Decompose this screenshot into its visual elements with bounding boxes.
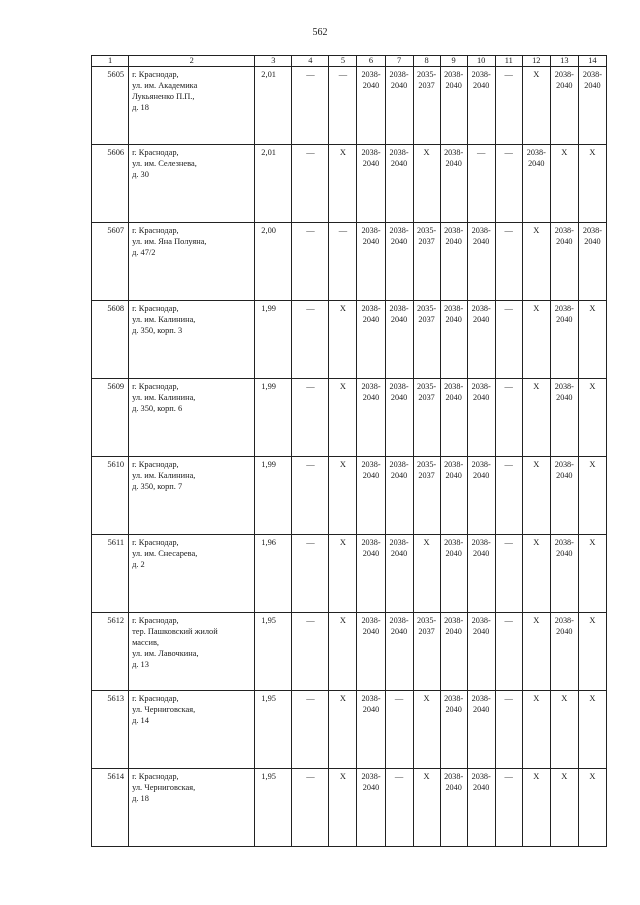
- row-number: 5608: [92, 301, 129, 379]
- cell-col-7: 2038-2040: [385, 457, 413, 535]
- cell-col-10: 2038-2040: [467, 223, 495, 301]
- address-line: ул. им. Калинина,: [132, 315, 196, 324]
- address-line: ул. им. Лавочкина,: [132, 649, 199, 658]
- row-number: 5610: [92, 457, 129, 535]
- cell-col-5: X: [329, 613, 357, 691]
- cell-col-4: —: [292, 613, 329, 691]
- cell-col-13: X: [550, 145, 578, 223]
- address-line: д. 30: [132, 170, 149, 179]
- cell-col-5: —: [329, 67, 357, 145]
- address-cell: [129, 67, 255, 145]
- cell-col-9: 2038-2040: [440, 691, 467, 769]
- cell-col-7: —: [385, 691, 413, 769]
- cell-col-9: 2038-2040: [440, 457, 467, 535]
- cell-col-9: 2038-2040: [440, 67, 467, 145]
- cell-col-13: X: [550, 691, 578, 769]
- address-cell: [129, 613, 255, 691]
- row-number: 5614: [92, 769, 129, 847]
- cell-col-10: 2038-2040: [467, 379, 495, 457]
- address-line: тер. Пашковский жилой: [132, 627, 218, 636]
- column-header-6: 6: [357, 56, 385, 67]
- cell-col-14: X: [578, 769, 606, 847]
- cell-col-10: 2038-2040: [467, 691, 495, 769]
- cell-col-12: X: [522, 301, 550, 379]
- cell-col-13: 2038-2040: [550, 67, 578, 145]
- address-line: массив,: [132, 638, 159, 647]
- address-line: д. 13: [132, 660, 149, 669]
- cell-col-8: 2035-2037: [413, 67, 440, 145]
- cell-col-5: X: [329, 145, 357, 223]
- cell-col-9: 2038-2040: [440, 535, 467, 613]
- cell-col-4: —: [292, 67, 329, 145]
- value-cell: 1,95: [255, 769, 292, 847]
- cell-col-6: 2038-2040: [357, 379, 385, 457]
- cell-col-4: —: [292, 769, 329, 847]
- row-number: 5613: [92, 691, 129, 769]
- cell-col-6: 2038-2040: [357, 691, 385, 769]
- cell-col-14: X: [578, 691, 606, 769]
- registry-table: [91, 55, 607, 847]
- column-header-5: 5: [329, 56, 357, 67]
- value-cell: 1,96: [255, 535, 292, 613]
- cell-col-5: X: [329, 535, 357, 613]
- cell-col-14: X: [578, 145, 606, 223]
- address-cell: [129, 379, 255, 457]
- address-line: д. 14: [132, 716, 149, 725]
- cell-col-8: 2035-2037: [413, 457, 440, 535]
- cell-col-11: —: [495, 613, 522, 691]
- cell-col-6: 2038-2040: [357, 535, 385, 613]
- cell-col-5: X: [329, 769, 357, 847]
- cell-col-9: 2038-2040: [440, 145, 467, 223]
- cell-col-14: 2038-2040: [578, 67, 606, 145]
- column-header-13: 13: [550, 56, 578, 67]
- cell-col-11: —: [495, 457, 522, 535]
- cell-col-9: 2038-2040: [440, 379, 467, 457]
- cell-col-11: —: [495, 145, 522, 223]
- cell-col-8: 2035-2037: [413, 379, 440, 457]
- cell-col-6: 2038-2040: [357, 67, 385, 145]
- cell-col-11: —: [495, 535, 522, 613]
- address-line: ул. им. Яна Полуяна,: [132, 237, 207, 246]
- address-line: д. 47/2: [132, 248, 156, 257]
- cell-col-6: 2038-2040: [357, 223, 385, 301]
- cell-col-12: X: [522, 613, 550, 691]
- cell-col-7: 2038-2040: [385, 301, 413, 379]
- address-line: г. Краснодар,: [132, 304, 179, 313]
- table-body: [92, 67, 607, 847]
- cell-col-5: X: [329, 301, 357, 379]
- address-line: г. Краснодар,: [132, 148, 179, 157]
- cell-col-10: 2038-2040: [467, 769, 495, 847]
- address-line: г. Краснодар,: [132, 226, 179, 235]
- cell-col-4: —: [292, 535, 329, 613]
- address-cell: [129, 691, 255, 769]
- value-cell: 1,99: [255, 457, 292, 535]
- address-line: д. 350, корп. 6: [132, 404, 183, 413]
- cell-col-11: —: [495, 301, 522, 379]
- table-row: [92, 223, 607, 301]
- table-row: [92, 145, 607, 223]
- cell-col-5: X: [329, 691, 357, 769]
- address-line: г. Краснодар,: [132, 70, 179, 79]
- cell-col-4: —: [292, 223, 329, 301]
- value-cell: 1,99: [255, 379, 292, 457]
- cell-col-13: 2038-2040: [550, 379, 578, 457]
- cell-col-8: 2035-2037: [413, 613, 440, 691]
- address-line: ул. им. Калинина,: [132, 393, 196, 402]
- cell-col-12: X: [522, 67, 550, 145]
- row-number: 5605: [92, 67, 129, 145]
- address-cell: [129, 301, 255, 379]
- header-row: [92, 56, 607, 67]
- column-header-12: 12: [522, 56, 550, 67]
- cell-col-9: 2038-2040: [440, 301, 467, 379]
- cell-col-4: —: [292, 301, 329, 379]
- address-line: ул. им. Академика: [132, 81, 198, 90]
- row-number: 5611: [92, 535, 129, 613]
- cell-col-11: —: [495, 379, 522, 457]
- cell-col-7: 2038-2040: [385, 613, 413, 691]
- value-cell: 1,95: [255, 613, 292, 691]
- address-line: д. 18: [132, 794, 149, 803]
- cell-col-7: 2038-2040: [385, 67, 413, 145]
- cell-col-4: —: [292, 457, 329, 535]
- table-row: [92, 301, 607, 379]
- cell-col-13: 2038-2040: [550, 223, 578, 301]
- cell-col-12: 2038-2040: [522, 145, 550, 223]
- value-cell: 1,95: [255, 691, 292, 769]
- cell-col-14: X: [578, 379, 606, 457]
- address-line: ул. им. Калинина,: [132, 471, 196, 480]
- column-header-7: 7: [385, 56, 413, 67]
- cell-col-10: 2038-2040: [467, 67, 495, 145]
- address-line: г. Краснодар,: [132, 460, 179, 469]
- column-header-14: 14: [578, 56, 606, 67]
- column-header-8: 8: [413, 56, 440, 67]
- cell-col-13: 2038-2040: [550, 301, 578, 379]
- cell-col-11: —: [495, 769, 522, 847]
- value-cell: 2,01: [255, 145, 292, 223]
- page-number: 562: [312, 27, 328, 38]
- cell-col-5: X: [329, 379, 357, 457]
- cell-col-6: 2038-2040: [357, 145, 385, 223]
- cell-col-13: 2038-2040: [550, 613, 578, 691]
- cell-col-7: 2038-2040: [385, 535, 413, 613]
- cell-col-14: X: [578, 535, 606, 613]
- table-row: [92, 67, 607, 145]
- cell-col-12: X: [522, 379, 550, 457]
- address-line: д. 350, корп. 3: [132, 326, 183, 335]
- address-line: ул. Черниговская,: [132, 705, 196, 714]
- table-row: [92, 379, 607, 457]
- cell-col-6: 2038-2040: [357, 301, 385, 379]
- cell-col-12: X: [522, 769, 550, 847]
- address-cell: [129, 535, 255, 613]
- column-header-11: 11: [495, 56, 522, 67]
- cell-col-8: X: [413, 535, 440, 613]
- address-line: г. Краснодар,: [132, 538, 179, 547]
- cell-col-9: 2038-2040: [440, 223, 467, 301]
- cell-col-8: X: [413, 145, 440, 223]
- column-header-1: 1: [92, 56, 129, 67]
- address-line: ул. им. Снесарева,: [132, 549, 198, 558]
- column-header-10: 10: [467, 56, 495, 67]
- cell-col-14: X: [578, 457, 606, 535]
- cell-col-11: —: [495, 67, 522, 145]
- cell-col-12: X: [522, 457, 550, 535]
- cell-col-11: —: [495, 223, 522, 301]
- address-line: г. Краснодар,: [132, 694, 179, 703]
- address-cell: [129, 223, 255, 301]
- cell-col-6: 2038-2040: [357, 613, 385, 691]
- cell-col-13: X: [550, 769, 578, 847]
- cell-col-9: 2038-2040: [440, 613, 467, 691]
- address-line: д. 2: [132, 560, 145, 569]
- cell-col-12: X: [522, 691, 550, 769]
- table-row: [92, 691, 607, 769]
- address-line: г. Краснодар,: [132, 616, 179, 625]
- column-header-4: 4: [292, 56, 329, 67]
- cell-col-12: X: [522, 535, 550, 613]
- row-number: 5612: [92, 613, 129, 691]
- cell-col-14: X: [578, 301, 606, 379]
- row-number: 5606: [92, 145, 129, 223]
- address-cell: [129, 457, 255, 535]
- table-row: [92, 457, 607, 535]
- cell-col-7: —: [385, 769, 413, 847]
- cell-col-14: 2038-2040: [578, 223, 606, 301]
- cell-col-4: —: [292, 691, 329, 769]
- address-line: Лукьяненко П.П.,: [132, 92, 195, 101]
- value-cell: 1,99: [255, 301, 292, 379]
- cell-col-10: 2038-2040: [467, 613, 495, 691]
- address-cell: [129, 145, 255, 223]
- value-cell: 2,01: [255, 67, 292, 145]
- table-row: [92, 613, 607, 691]
- cell-col-8: X: [413, 769, 440, 847]
- cell-col-10: 2038-2040: [467, 457, 495, 535]
- table-row: [92, 535, 607, 613]
- address-line: д. 18: [132, 103, 149, 112]
- address-line: г. Краснодар,: [132, 382, 179, 391]
- cell-col-8: 2035-2037: [413, 301, 440, 379]
- address-line: ул. им. Селезнева,: [132, 159, 197, 168]
- cell-col-6: 2038-2040: [357, 769, 385, 847]
- cell-col-13: 2038-2040: [550, 535, 578, 613]
- cell-col-4: —: [292, 379, 329, 457]
- row-number: 5609: [92, 379, 129, 457]
- column-header-9: 9: [440, 56, 467, 67]
- address-cell: [129, 769, 255, 847]
- cell-col-12: X: [522, 223, 550, 301]
- cell-col-10: —: [467, 145, 495, 223]
- cell-col-14: X: [578, 613, 606, 691]
- cell-col-13: 2038-2040: [550, 457, 578, 535]
- cell-col-6: 2038-2040: [357, 457, 385, 535]
- cell-col-4: —: [292, 145, 329, 223]
- column-header-2: 2: [129, 56, 255, 67]
- cell-col-7: 2038-2040: [385, 145, 413, 223]
- cell-col-5: —: [329, 223, 357, 301]
- row-number: 5607: [92, 223, 129, 301]
- cell-col-10: 2038-2040: [467, 301, 495, 379]
- cell-col-7: 2038-2040: [385, 223, 413, 301]
- column-header-3: 3: [255, 56, 292, 67]
- table-row: [92, 769, 607, 847]
- cell-col-8: X: [413, 691, 440, 769]
- cell-col-7: 2038-2040: [385, 379, 413, 457]
- value-cell: 2,00: [255, 223, 292, 301]
- address-line: д. 350, корп. 7: [132, 482, 183, 491]
- cell-col-8: 2035-2037: [413, 223, 440, 301]
- cell-col-10: 2038-2040: [467, 535, 495, 613]
- cell-col-5: X: [329, 457, 357, 535]
- cell-col-11: —: [495, 691, 522, 769]
- cell-col-9: 2038-2040: [440, 769, 467, 847]
- address-line: г. Краснодар,: [132, 772, 179, 781]
- address-line: ул. Черниговская,: [132, 783, 196, 792]
